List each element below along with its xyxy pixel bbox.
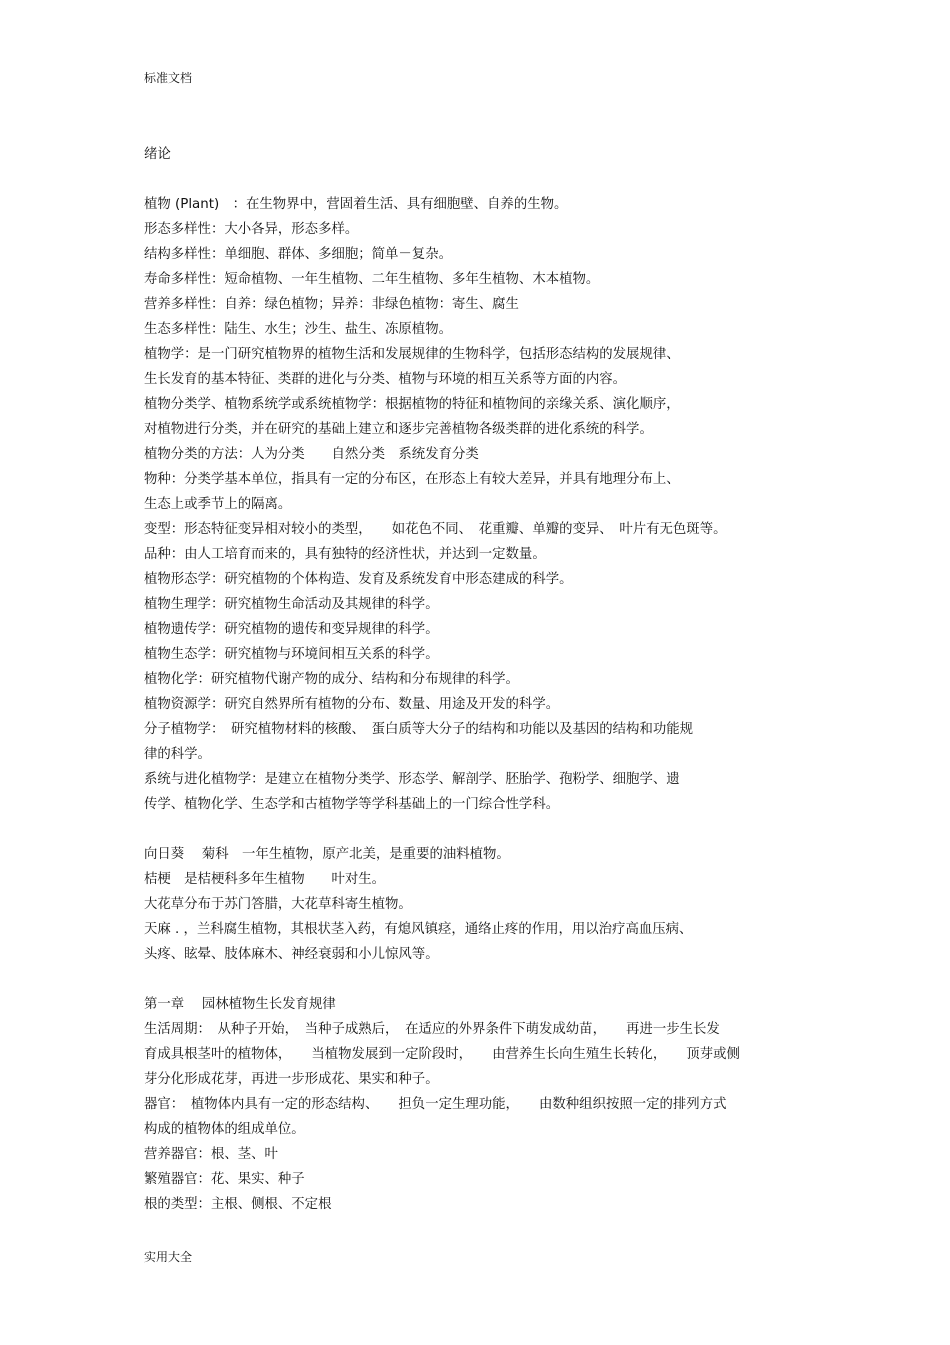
text-line: 寿命多样性：短命植物、一年生植物、二年生植物、多年生植物、木本植物。 [144, 272, 600, 287]
text-line: 芽分化形成花芽，再进一步形成花、果实和种子。 [144, 1072, 439, 1087]
paragraph-gap [144, 970, 824, 995]
text-line: 向日葵 菊科 一年生植物，原产北美，是重要的油料植物。 [144, 847, 510, 862]
text-line: 大花草分布于苏门答腊，大花草科寄生植物。 [144, 897, 412, 912]
text-line: 变型：形态特征变异相对较小的类型， 如花色不同、 花重瓣、单瓣的变异、 叶片有无色斑等。 [144, 522, 727, 537]
text-line: 构成的植物体的组成单位。 [144, 1122, 305, 1137]
text-line: 植物化学：研究植物代谢产物的成分、结构和分布规律的科学。 [144, 672, 519, 687]
text-line: 根的类型：主根、侧根、不定根 [144, 1197, 332, 1212]
text-line: 营养多样性：自养：绿色植物；异养：非绿色植物：寄生、腐生 [144, 297, 519, 312]
text-line: 植物分类的方法：人为分类 自然分类 系统发育分类 [144, 447, 479, 462]
text-line: 繁殖器官：花、果实、种子 [144, 1172, 305, 1187]
text-line: 绪论 [144, 147, 171, 162]
text-line: 生活周期： 从种子开始， 当种子成熟后， 在适应的外界条件下萌发成幼苗， 再进一步生长发 [144, 1022, 720, 1037]
text-line: 植物遗传学：研究植物的遗传和变异规律的科学。 [144, 622, 439, 637]
text-line: 营养器官：根、茎、叶 [144, 1147, 278, 1162]
text-line: 植物形态学：研究植物的个体构造、发育及系统发育中形态建成的科学。 [144, 572, 573, 587]
text-line: 器官： 植物体内具有一定的形态结构、 担负一定生理功能， 由数种组织按照一定的排列方式 [144, 1097, 727, 1112]
text-line: 育成具根茎叶的植物体， 当植物发展到一定阶段时， 由营养生长向生殖生长转化， 顶芽或侧 [144, 1047, 740, 1062]
text-line: 头疼、眩晕、肢体麻木、神经衰弱和小儿惊风等。 [144, 947, 439, 962]
text-line: 系统与进化植物学：是建立在植物分类学、形态学、解剖学、胚胎学、孢粉学、细胞学、遗 [144, 772, 680, 787]
document-body [144, 145, 824, 1220]
text-line: 第一章 园林植物生长发育规律 [144, 997, 336, 1012]
text-line: 律的科学。 [144, 747, 211, 762]
paragraph-gap [144, 170, 824, 195]
text-line: 生态上或季节上的隔离。 [144, 497, 292, 512]
text-line: 生态多样性：陆生、水生；沙生、盐生、冻原植物。 [144, 322, 452, 337]
text-line: 分子植物学： 研究植物材料的核酸、 蛋白质等大分子的结构和功能以及基因的结构和功能规 [144, 722, 694, 737]
page-header: 标准文档 [144, 71, 193, 85]
text-line: 生长发育的基本特征、类群的进化与分类、植物与环境的相互关系等方面的内容。 [144, 372, 627, 387]
page-footer: 实用大全 [144, 1250, 193, 1264]
text-line: 形态多样性：大小各异，形态多样。 [144, 222, 359, 237]
text-line: 对植物进行分类，并在研究的基础上建立和逐步完善植物各级类群的进化系统的科学。 [144, 422, 653, 437]
text-line: 物种：分类学基本单位，指具有一定的分布区，在形态上有较大差异，并具有地理分布上、 [144, 472, 680, 487]
text-line: 传学、植物化学、生态学和古植物学等学科基础上的一门综合性学科。 [144, 797, 560, 812]
text-line: 植物生态学：研究植物与环境间相互关系的科学。 [144, 647, 439, 662]
text-line: 结构多样性：单细胞、群体、多细胞；简单－复杂。 [144, 247, 452, 262]
text-line: 植物生理学：研究植物生命活动及其规律的科学。 [144, 597, 439, 612]
text-line: 植物分类学、植物系统学或系统植物学：根据植物的特征和植物间的亲缘关系、演化顺序， [144, 397, 680, 412]
text-line: 植物学：是一门研究植物界的植物生活和发展规律的生物科学，包括形态结构的发展规律、 [144, 347, 680, 362]
paragraph-gap [144, 820, 824, 845]
text-line: 植物资源学：研究自然界所有植物的分布、数量、用途及开发的科学。 [144, 697, 560, 712]
text-line: 天麻 . ，兰科腐生植物，其根状茎入药，有熄风镇痉，通络止疼的作用，用以治疗高血压病、 [144, 922, 693, 937]
text-line: 植物 (Plant) ：在生物界中，营固着生活、具有细胞壁、自养的生物。 [144, 197, 568, 212]
text-line: 品种：由人工培育而来的，具有独特的经济性状，并达到一定数量。 [144, 547, 546, 562]
text-line: 桔梗 是桔梗科多年生植物 叶对生。 [144, 872, 386, 887]
